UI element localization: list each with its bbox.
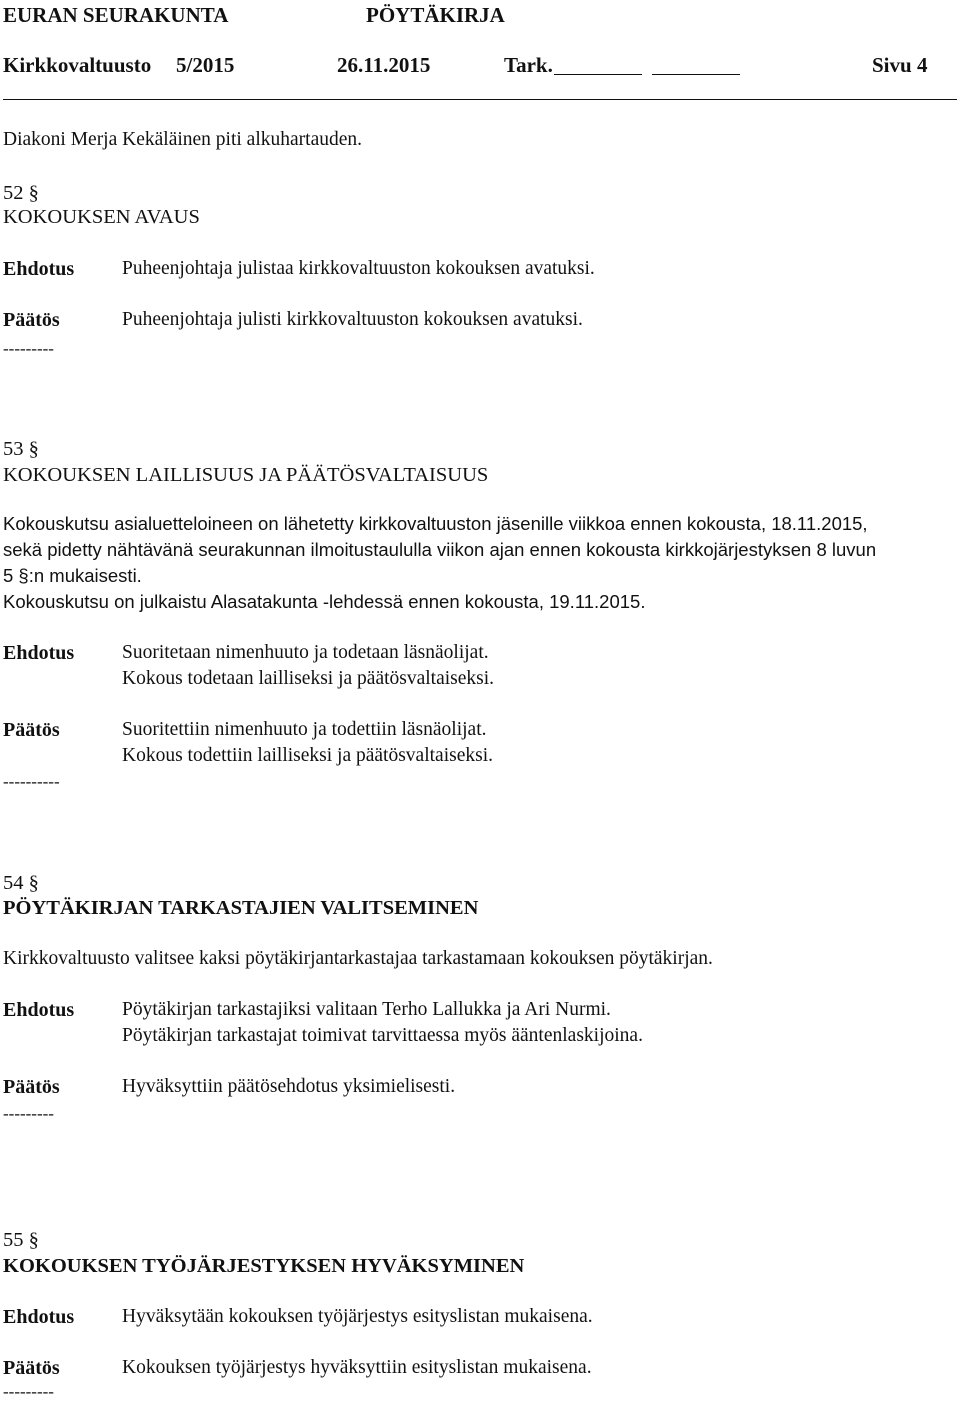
section-53-proposal-label: Ehdotus [3,642,75,664]
section-54-number: 54 § [3,872,39,894]
section-55-title: KOKOUKSEN TYÖJÄRJESTYKSEN HYVÄKSYMINEN [3,1255,525,1277]
section-53-proposal-line2: Kokous todetaan lailliseksi ja päätösvaltaiseksi. [122,668,495,689]
section-55-proposal-label: Ehdotus [3,1306,75,1328]
body-name: Kirkkovaltuusto [3,53,152,77]
section-53-separator: ---------- [3,772,60,791]
section-53-para1-line3: 5 §:n mukaisesti. [3,565,142,586]
intro-text: Diakoni Merja Kekäläinen piti alkuhartauden. [3,129,362,150]
check-label: Tark. [504,53,553,77]
meeting-number: 5/2015 [176,53,235,77]
section-54-para: Kirkkovaltuusto valitsee kaksi pöytäkirjantarkastajaa tarkastamaan kokouksen pöytäkirjan. [3,948,713,969]
section-53-proposal-line1: Suoritetaan nimenhuuto ja todetaan läsnäolijat. [122,642,489,663]
section-54-decision: Hyväksyttiin päätösehdotus yksimielisesti. [122,1076,456,1097]
section-52-decision-label: Päätös [3,309,60,331]
org-name: EURAN SEURAKUNTA [3,3,229,27]
section-54-proposal-line1: Pöytäkirjan tarkastajiksi valitaan Terho Lallukka ja Ari Nurmi. [122,999,611,1020]
section-52-separator: --------- [3,339,54,358]
section-55-decision: Kokouksen työjärjestys hyväksyttiin esityslistan mukaisena. [122,1357,592,1378]
section-53-number: 53 § [3,438,39,460]
section-55-proposal: Hyväksytään kokouksen työjärjestys esityslistan mukaisena. [122,1306,593,1327]
section-53-decision-line2: Kokous todettiin lailliseksi ja päätösvaltaiseksi. [122,745,493,766]
section-54-title: PÖYTÄKIRJAN TARKASTAJIEN VALITSEMINEN [3,897,479,919]
section-54-separator: --------- [3,1104,54,1123]
section-52-decision: Puheenjohtaja julisti kirkkovaltuuston kokouksen avatuksi. [122,309,583,330]
section-52-number: 52 § [3,182,39,204]
section-52-proposal: Puheenjohtaja julistaa kirkkovaltuuston kokouksen avatuksi. [122,258,595,279]
section-55-decision-label: Päätös [3,1357,60,1379]
section-53-decision-line1: Suoritettiin nimenhuuto ja todettiin läsnäolijat. [122,719,487,740]
section-54-proposal-line2: Pöytäkirjan tarkastajat toimivat tarvittaessa myös ääntenlaskijoina. [122,1025,643,1046]
section-55-separator: --------- [3,1382,54,1401]
section-53-para2: Kokouskutsu on julkaistu Alasatakunta -lehdessä ennen kokousta, 19.11.2015. [3,591,646,612]
document-type: PÖYTÄKIRJA [366,3,505,27]
section-53-title: KOKOUKSEN LAILLISUUS JA PÄÄTÖSVALTAISUUS [3,464,489,486]
section-55-number: 55 § [3,1229,39,1251]
meeting-date: 26.11.2015 [337,53,431,77]
page-number: Sivu 4 [872,53,928,77]
section-54-proposal-label: Ehdotus [3,999,75,1021]
section-53-decision-label: Päätös [3,719,60,741]
section-54-decision-label: Päätös [3,1076,60,1098]
section-53-para1-line2: sekä pidetty nähtävänä seurakunnan ilmoitustaululla viikon ajan ennen kokousta kirkkojärjestyksen 8 luvun [3,539,877,560]
section-52-proposal-label: Ehdotus [3,258,75,280]
section-52-title: KOKOUKSEN AVAUS [3,206,200,228]
signature-line-1 [554,74,642,75]
header-rule [3,99,957,100]
signature-line-2 [652,74,740,75]
section-53-para1-line1: Kokouskutsu asialuetteloineen on lähetetty kirkkovaltuuston jäsenille viikkoa ennen kokousta, 18.11.2015, [3,513,868,534]
